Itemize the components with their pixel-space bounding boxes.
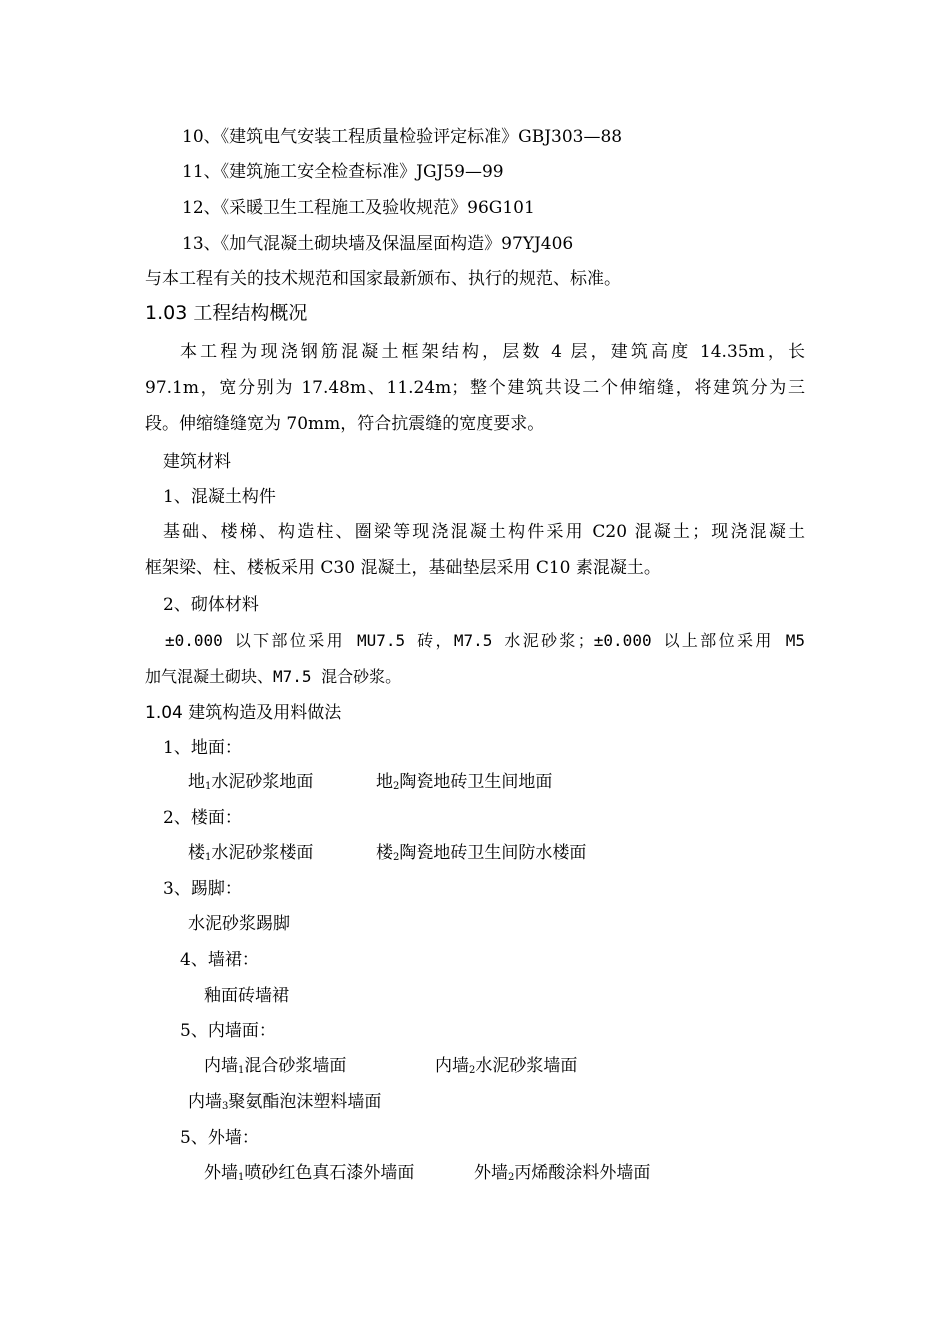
concrete-line-2: 框架梁、柱、楼板采用 C30 混凝土，基础垫层采用 C10 素混凝土。	[145, 558, 661, 578]
floor-items	[188, 771, 853, 798]
inner-wall-items	[204, 1055, 869, 1082]
storey-title: 2、楼面：	[163, 808, 242, 828]
standard-item-11: 11、《建筑施工安全检查标准》JGJ59—99	[182, 162, 504, 182]
skirting-title: 3、踢脚：	[163, 879, 242, 899]
floor-item-2: 地$_2$陶瓷地砖卫生间地面	[376, 772, 553, 792]
section-title-1-04: 1.04 建筑构造及用料做法	[145, 703, 342, 723]
skirting-item: 水泥砂浆踢脚	[188, 914, 290, 934]
concrete-title: 1、混凝土构件	[163, 487, 276, 507]
dado-item: 釉面砖墙裙	[204, 986, 289, 1006]
outer-wall-item-1: 外墙$_1$喷砂红色真石漆外墙面	[204, 1163, 415, 1183]
standard-item-13: 13、《加气混凝土砌块墙及保温屋面构造》97YJ406	[182, 234, 574, 254]
standard-item-10: 10、《建筑电气安装工程质量检验评定标准》GBJ303—88	[182, 127, 623, 147]
concrete-line-1: 基础、楼梯、构造柱、圈梁等现浇混凝土构件采用 C20 混凝土；现浇混凝土	[163, 522, 805, 542]
section-title-1-03: 1.03 工程结构概况	[145, 302, 308, 324]
structure-paragraph-line-1: 本工程为现浇钢筋混凝土框架结构，层数 4 层，建筑高度 14.35m，长	[180, 342, 805, 362]
standard-item-12: 12、《采暖卫生工程施工及验收规范》96G101	[182, 198, 535, 218]
structure-paragraph-line-2: 97.1m，宽分别为 17.48m、11.24m；整个建筑共设二个伸缩缝，将建筑分为三	[145, 378, 805, 398]
outer-wall-title: 5、外墙：	[180, 1128, 259, 1148]
storey-item-1: 楼$_1$水泥砂浆楼面	[188, 843, 314, 863]
storey-items	[188, 842, 853, 869]
inner-wall-item-2: 内墙$_2$水泥砂浆墙面	[435, 1056, 578, 1076]
outer-wall-items	[204, 1162, 869, 1189]
materials-title: 建筑材料	[163, 452, 231, 472]
floor-item-1: 地$_1$水泥砂浆地面	[188, 772, 314, 792]
masonry-title: 2、砌体材料	[163, 595, 259, 615]
inner-wall-item-1: 内墙$_1$混合砂浆墙面	[204, 1056, 347, 1076]
dado-title: 4、墙裙：	[180, 950, 259, 970]
floor-title: 1、地面：	[163, 738, 242, 758]
inner-wall-item-3: 内墙$_3$聚氨酯泡沫塑料墙面	[188, 1092, 382, 1112]
inner-wall-title: 5、内墙面：	[180, 1021, 276, 1041]
standards-note: 与本工程有关的技术规范和国家最新颁布、执行的规范、标准。	[145, 269, 621, 289]
masonry-line-2: 加气混凝土砌块、M7.5 混合砂浆。	[145, 667, 402, 686]
masonry-line-1: ±0.000 以下部位采用 MU7.5 砖，M7.5 水泥砂浆；±0.000 以上部位采用 M5	[165, 631, 805, 650]
storey-item-2: 楼$_2$陶瓷地砖卫生间防水楼面	[376, 843, 587, 863]
structure-paragraph-line-3: 段。伸缩缝缝宽为 70mm，符合抗震缝的宽度要求。	[145, 414, 545, 434]
outer-wall-item-2: 外墙$_2$丙烯酸涂料外墙面	[474, 1163, 651, 1183]
